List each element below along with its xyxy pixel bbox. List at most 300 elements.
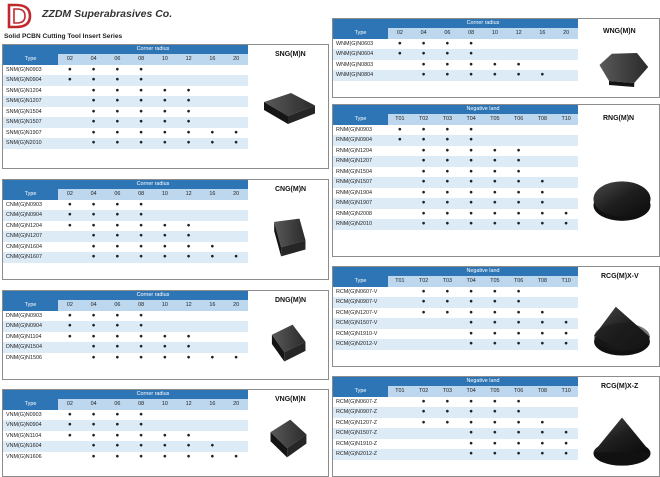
insert-type-label: RCM(G)N2012-Z: [333, 449, 388, 460]
empty-cell: [201, 321, 225, 332]
availability-dot: ●: [177, 342, 201, 353]
empty-cell: [177, 410, 201, 421]
availability-dot: ●: [115, 431, 120, 439]
availability-dot: ●: [91, 200, 96, 208]
availability-dot: ●: [469, 188, 474, 196]
empty-cell: [388, 407, 412, 418]
empty-cell: [224, 65, 248, 76]
insert-image: [595, 49, 651, 94]
availability-dot: ●: [106, 231, 130, 242]
group-header: Corner radius: [58, 180, 248, 189]
availability-dot: ●: [412, 198, 436, 209]
availability-dot: ●: [540, 418, 545, 426]
availability-dot: ●: [516, 60, 521, 68]
empty-cell: [224, 221, 248, 232]
group-header: Corner radius: [58, 390, 248, 399]
table-row: [3, 75, 248, 86]
empty-cell: [412, 318, 436, 329]
availability-dot: ●: [507, 339, 531, 350]
column-header: T04: [459, 386, 483, 397]
insert-type-label: RCM(G)N1207-V: [336, 309, 378, 316]
spec-table: [3, 291, 248, 363]
availability-dot: ●: [516, 329, 521, 337]
availability-dot: ●: [483, 428, 507, 439]
empty-cell: [201, 420, 225, 431]
availability-dot: ●: [153, 138, 177, 149]
panel-rng: [332, 104, 660, 257]
availability-dot: ●: [91, 353, 96, 361]
empty-cell: [201, 311, 225, 322]
empty-cell: [224, 200, 248, 211]
column-header: T04: [459, 276, 483, 287]
column-header: T10: [554, 386, 578, 397]
availability-dot: ●: [459, 177, 483, 188]
insert-type-label: WNM(G)N0803: [336, 61, 374, 68]
panel-sng: [2, 44, 329, 169]
insert-type-label: SNM(G)N2010: [3, 138, 58, 149]
series-title: Solid PCBN Cutting Tool Insert Series: [4, 33, 123, 40]
table-row: [333, 339, 578, 350]
company-name: ZZDM Superabrasives Co.: [42, 8, 173, 20]
insert-type-label: RCM(G)N2012-V: [333, 339, 388, 350]
insert-type-label: RCM(G)N1507-Z: [333, 428, 388, 439]
empty-cell: [531, 407, 555, 418]
availability-dot: ●: [492, 439, 497, 447]
availability-dot: ●: [483, 177, 507, 188]
table-row: [3, 231, 248, 242]
availability-dot: ●: [483, 156, 507, 167]
availability-dot: ●: [186, 221, 191, 229]
empty-cell: [554, 297, 578, 308]
availability-dot: ●: [129, 342, 153, 353]
availability-dot: ●: [554, 449, 578, 460]
table-row: [333, 198, 578, 209]
availability-dot: ●: [507, 449, 531, 460]
empty-cell: [201, 200, 225, 211]
table-corner-cell: [3, 180, 58, 189]
empty-cell: [412, 449, 436, 460]
availability-dot: ●: [492, 60, 497, 68]
column-header: 02: [58, 189, 82, 200]
empty-cell: [554, 308, 578, 319]
availability-dot: ●: [531, 428, 555, 439]
availability-dot: ●: [129, 210, 153, 221]
column-header: 08: [129, 54, 153, 65]
table-row: [333, 318, 578, 329]
availability-dot: ●: [139, 431, 144, 439]
empty-cell: [388, 449, 412, 460]
availability-dot: ●: [139, 107, 144, 115]
availability-dot: ●: [445, 418, 450, 426]
column-header: 12: [177, 300, 201, 311]
empty-cell: [201, 431, 225, 442]
empty-cell: [436, 439, 460, 450]
availability-dot: ●: [106, 96, 130, 107]
availability-dot: ●: [531, 219, 555, 230]
availability-dot: ●: [436, 70, 460, 81]
empty-cell: [224, 96, 248, 107]
column-header: T08: [531, 276, 555, 287]
availability-dot: ●: [421, 167, 426, 175]
availability-dot: ●: [483, 219, 507, 230]
availability-dot: ●: [436, 198, 460, 209]
column-header: 02: [58, 399, 82, 410]
column-header: 08: [129, 399, 153, 410]
insert-type-label: SNM(G)N1204: [6, 87, 42, 94]
empty-cell: [177, 420, 201, 431]
insert-type-label: RNM(G)N1904: [336, 189, 372, 196]
availability-dot: ●: [162, 431, 167, 439]
availability-dot: ●: [412, 49, 436, 60]
empty-cell: [224, 75, 248, 86]
availability-dot: ●: [445, 287, 450, 295]
spec-table-grid: [3, 390, 248, 462]
table-row: [3, 420, 248, 431]
availability-dot: ●: [412, 70, 436, 81]
availability-dot: ●: [397, 39, 402, 47]
availability-dot: ●: [129, 138, 153, 149]
availability-dot: ●: [564, 439, 569, 447]
availability-dot: ●: [459, 407, 483, 418]
table-row: [333, 39, 578, 50]
column-header: T01: [388, 114, 412, 125]
empty-cell: [554, 407, 578, 418]
insert-type-label: RNM(G)N1504: [336, 168, 372, 175]
availability-dot: ●: [445, 188, 450, 196]
column-header: T08: [531, 114, 555, 125]
insert-shape-title: RCG(M)X-Z: [601, 383, 639, 390]
availability-dot: ●: [129, 252, 153, 263]
availability-dot: ●: [106, 342, 130, 353]
group-header: Negative land: [388, 267, 578, 276]
availability-dot: ●: [115, 200, 120, 208]
table-corner-cell: [3, 291, 58, 300]
empty-cell: [153, 210, 177, 221]
availability-dot: ●: [139, 452, 144, 460]
insert-shape-title: WNG(M)N: [603, 28, 636, 35]
availability-dot: ●: [483, 70, 507, 81]
column-header: 10: [153, 399, 177, 410]
insert-type-label: RNM(G)N2008: [336, 210, 372, 217]
empty-cell: [58, 231, 82, 242]
empty-cell: [412, 428, 436, 439]
empty-cell: [554, 60, 578, 71]
availability-dot: ●: [436, 177, 460, 188]
spec-table-grid: [3, 291, 248, 363]
insert-type-label: SNM(G)N1504: [6, 108, 42, 115]
insert-type-label: VNM(G)N0904: [3, 420, 58, 431]
insert-type-label: WNM(G)N0804: [333, 70, 388, 81]
availability-dot: ●: [177, 231, 201, 242]
table-row: [333, 297, 578, 308]
empty-cell: [201, 65, 225, 76]
table-corner-cell: [333, 267, 388, 276]
empty-cell: [436, 329, 460, 340]
availability-dot: ●: [469, 397, 474, 405]
insert-type-label: DNM(G)N0904: [3, 321, 58, 332]
availability-dot: ●: [162, 353, 167, 361]
availability-dot: ●: [201, 138, 225, 149]
table-row: [333, 125, 578, 136]
group-header: Negative land: [388, 105, 578, 114]
spec-table: [333, 377, 578, 460]
availability-dot: ●: [91, 410, 96, 418]
empty-cell: [177, 65, 201, 76]
type-header: Type: [333, 386, 388, 397]
table-row: [333, 70, 578, 81]
insert-type-label: RNM(G)N2010: [333, 219, 388, 230]
availability-dot: ●: [469, 329, 474, 337]
availability-dot: ●: [115, 128, 120, 136]
availability-dot: ●: [531, 318, 555, 329]
availability-dot: ●: [531, 198, 555, 209]
availability-dot: ●: [445, 209, 450, 217]
availability-dot: ●: [436, 407, 460, 418]
empty-cell: [201, 86, 225, 97]
insert-type-label: SNM(G)N1207: [3, 96, 58, 107]
column-header: 02: [58, 300, 82, 311]
insert-type-label: VNM(G)N0903: [6, 411, 42, 418]
insert-type-label: RNM(G)N1204: [336, 147, 372, 154]
empty-cell: [388, 60, 412, 71]
group-header: Corner radius: [58, 291, 248, 300]
availability-dot: ●: [436, 135, 460, 146]
column-header: T06: [507, 386, 531, 397]
empty-cell: [554, 146, 578, 157]
availability-dot: ●: [91, 65, 96, 73]
column-header: T02: [412, 114, 436, 125]
availability-dot: ●: [186, 431, 191, 439]
availability-dot: ●: [469, 125, 474, 133]
availability-dot: ●: [162, 107, 167, 115]
availability-dot: ●: [153, 96, 177, 107]
spec-table: [3, 180, 248, 263]
table-row: [3, 86, 248, 97]
insert-type-label: RCM(G)N1207-Z: [336, 419, 378, 426]
column-header: 12: [507, 28, 531, 39]
table-row: [333, 397, 578, 408]
column-header: 16: [201, 300, 225, 311]
column-header: T05: [483, 114, 507, 125]
availability-dot: ●: [210, 128, 215, 136]
availability-dot: ●: [492, 209, 497, 217]
availability-dot: ●: [540, 188, 545, 196]
availability-dot: ●: [82, 96, 106, 107]
availability-dot: ●: [531, 339, 555, 350]
availability-dot: ●: [507, 219, 531, 230]
empty-cell: [554, 397, 578, 408]
availability-dot: ●: [115, 86, 120, 94]
panel-cng: [2, 179, 329, 280]
availability-dot: ●: [445, 39, 450, 47]
availability-dot: ●: [82, 231, 106, 242]
empty-cell: [201, 231, 225, 242]
insert-type-label: CNM(G)N0904: [3, 210, 58, 221]
empty-cell: [436, 449, 460, 460]
availability-dot: ●: [540, 308, 545, 316]
availability-dot: ●: [492, 287, 497, 295]
type-header: Type: [333, 114, 388, 125]
table-row: [3, 252, 248, 263]
availability-dot: ●: [106, 117, 130, 128]
spec-table-grid: [333, 19, 578, 81]
table-row: [333, 49, 578, 60]
column-header: T02: [412, 386, 436, 397]
availability-dot: ●: [91, 452, 96, 460]
availability-dot: ●: [139, 353, 144, 361]
empty-cell: [224, 231, 248, 242]
table-row: [333, 449, 578, 460]
availability-dot: ●: [421, 188, 426, 196]
empty-cell: [388, 198, 412, 209]
insert-type-label: DNM(G)N0903: [6, 312, 42, 319]
type-header: Type: [3, 189, 58, 200]
availability-dot: ●: [186, 242, 191, 250]
empty-cell: [201, 107, 225, 118]
availability-dot: ●: [459, 70, 483, 81]
column-header: 10: [153, 189, 177, 200]
empty-cell: [388, 308, 412, 319]
availability-dot: ●: [82, 342, 106, 353]
insert-type-label: RCM(G)N1507-V: [333, 318, 388, 329]
availability-dot: ●: [554, 318, 578, 329]
type-header: Type: [333, 276, 388, 287]
empty-cell: [436, 318, 460, 329]
insert-type-label: SNM(G)N1507: [3, 117, 58, 128]
empty-cell: [58, 242, 82, 253]
empty-cell: [177, 75, 201, 86]
empty-cell: [531, 49, 555, 60]
empty-cell: [224, 420, 248, 431]
availability-dot: ●: [234, 452, 239, 460]
availability-dot: ●: [554, 428, 578, 439]
table-row: [333, 407, 578, 418]
availability-dot: ●: [492, 167, 497, 175]
table-row: [333, 167, 578, 178]
type-header: Type: [3, 54, 58, 65]
availability-dot: ●: [58, 420, 82, 431]
table-row: [3, 431, 248, 442]
availability-dot: ●: [67, 410, 72, 418]
availability-dot: ●: [507, 156, 531, 167]
column-header: T08: [531, 386, 555, 397]
insert-type-label: RCM(G)N1910-Z: [336, 440, 378, 447]
availability-dot: ●: [554, 219, 578, 230]
type-header: Type: [3, 300, 58, 311]
availability-dot: ●: [459, 49, 483, 60]
table-corner-cell: [333, 19, 388, 28]
availability-dot: ●: [115, 452, 120, 460]
column-header: 04: [82, 399, 106, 410]
empty-cell: [58, 441, 82, 452]
empty-cell: [58, 252, 82, 263]
availability-dot: ●: [421, 209, 426, 217]
availability-dot: ●: [516, 146, 521, 154]
empty-cell: [201, 342, 225, 353]
table-corner-cell: [3, 390, 58, 399]
table-row: [333, 329, 578, 340]
availability-dot: ●: [483, 407, 507, 418]
availability-dot: ●: [507, 318, 531, 329]
availability-dot: ●: [234, 353, 239, 361]
table-row: [3, 200, 248, 211]
empty-cell: [436, 339, 460, 350]
empty-cell: [388, 397, 412, 408]
availability-dot: ●: [186, 353, 191, 361]
table-row: [3, 107, 248, 118]
availability-dot: ●: [91, 242, 96, 250]
availability-dot: ●: [469, 287, 474, 295]
availability-dot: ●: [540, 209, 545, 217]
table-row: [3, 311, 248, 322]
availability-dot: ●: [115, 410, 120, 418]
column-header: T05: [483, 386, 507, 397]
spec-table: [3, 390, 248, 462]
empty-cell: [388, 70, 412, 81]
empty-cell: [177, 200, 201, 211]
empty-cell: [554, 39, 578, 50]
empty-cell: [388, 146, 412, 157]
availability-dot: ●: [459, 297, 483, 308]
insert-type-label: CNM(G)N1604: [6, 243, 42, 250]
column-header: 06: [106, 399, 130, 410]
panel-rcgv: [332, 266, 660, 367]
availability-dot: ●: [516, 287, 521, 295]
availability-dot: ●: [388, 135, 412, 146]
availability-dot: ●: [139, 410, 144, 418]
empty-cell: [388, 177, 412, 188]
group-header: Corner radius: [58, 45, 248, 54]
availability-dot: ●: [421, 60, 426, 68]
insert-image: [265, 321, 311, 372]
availability-dot: ●: [139, 242, 144, 250]
availability-dot: ●: [162, 242, 167, 250]
table-row: [333, 188, 578, 199]
table-row: [333, 418, 578, 429]
availability-dot: ●: [82, 420, 106, 431]
availability-dot: ●: [507, 198, 531, 209]
group-header: Negative land: [388, 377, 578, 386]
empty-cell: [483, 135, 507, 146]
empty-cell: [531, 397, 555, 408]
table-corner-cell: [3, 45, 58, 54]
empty-cell: [58, 128, 82, 139]
column-header: 04: [82, 300, 106, 311]
availability-dot: ●: [129, 96, 153, 107]
column-header: T05: [483, 276, 507, 287]
column-header: 16: [531, 28, 555, 39]
column-header: T01: [388, 386, 412, 397]
spec-table: [3, 45, 248, 149]
empty-cell: [224, 242, 248, 253]
insert-type-label: RCM(G)N0607-V: [336, 288, 378, 295]
empty-cell: [388, 318, 412, 329]
availability-dot: ●: [82, 210, 106, 221]
availability-dot: ●: [91, 86, 96, 94]
table-corner-cell: [333, 105, 388, 114]
group-header: Corner radius: [388, 19, 578, 28]
table-row: [3, 321, 248, 332]
empty-cell: [224, 107, 248, 118]
table-row: [3, 117, 248, 128]
availability-dot: ●: [445, 60, 450, 68]
availability-dot: ●: [58, 321, 82, 332]
availability-dot: ●: [139, 221, 144, 229]
availability-dot: ●: [91, 107, 96, 115]
column-header: 10: [153, 54, 177, 65]
empty-cell: [531, 60, 555, 71]
availability-dot: ●: [67, 200, 72, 208]
